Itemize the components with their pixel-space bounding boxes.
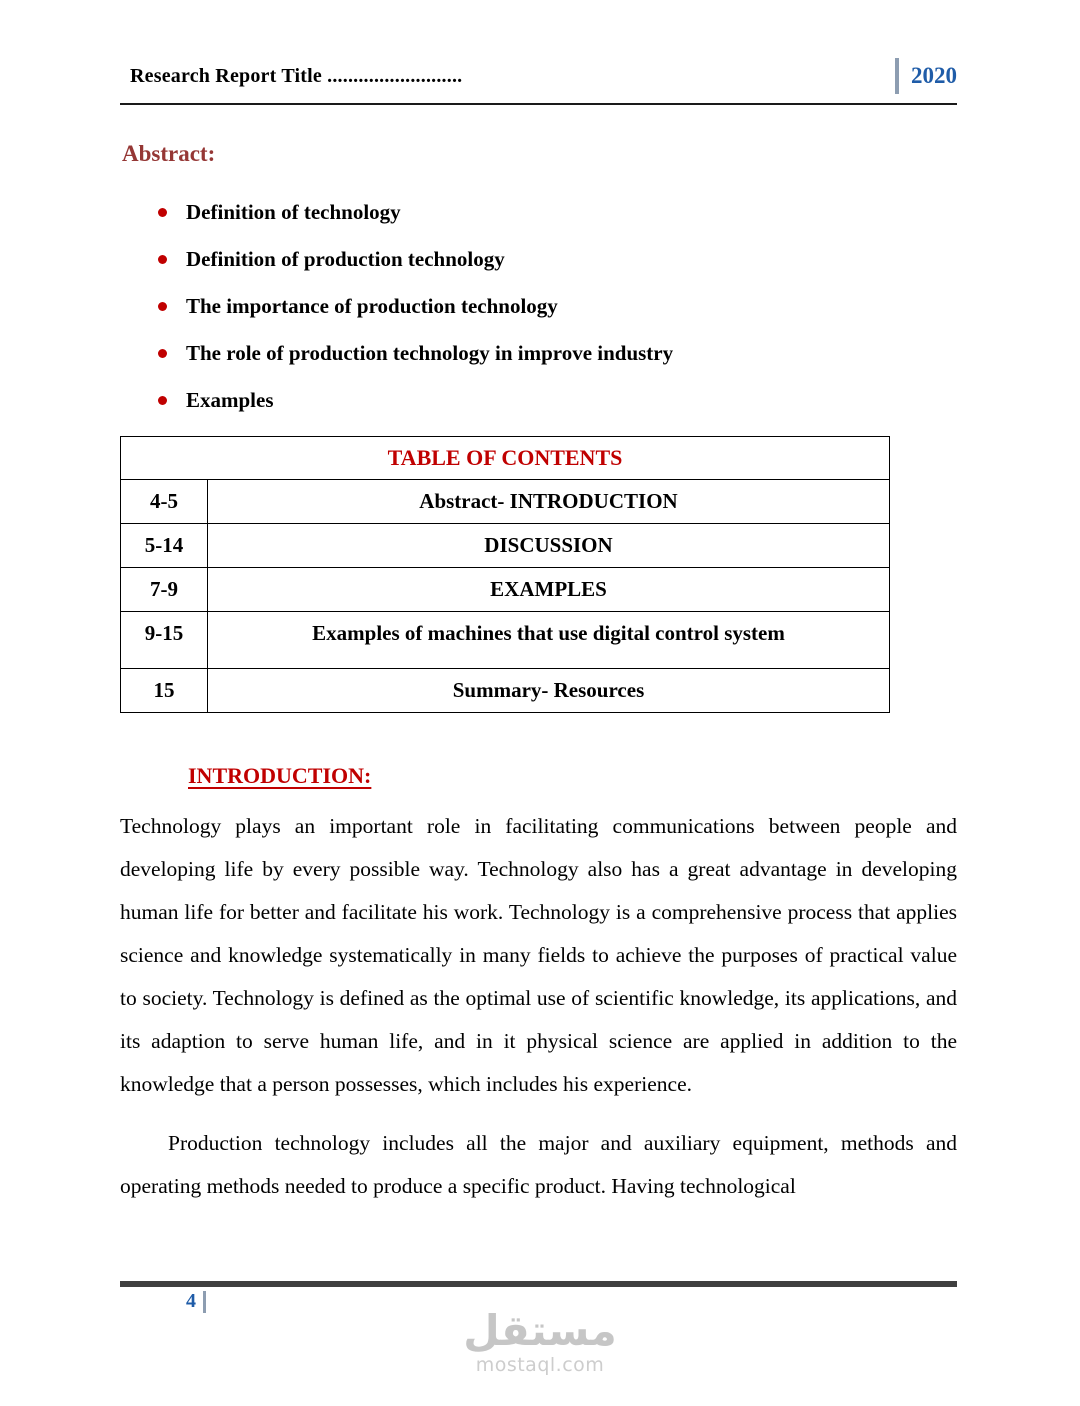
- page-number-bar: [203, 1291, 206, 1313]
- intro-paragraph-2: Production technology includes all the major and auxiliary equipment, methods and operating methods needed to produce a specific product. Having technological: [120, 1131, 957, 1199]
- page-number: 4: [186, 1290, 196, 1312]
- intro-paragraph-1: Technology plays an important role in facilitating communications between people and developing life by every possible way. Technology also has a great advantage in developing human life for better and facilitate his work. Technology is a comprehensive process that applies science and knowledge systematically in many fields to achieve the purposes of practical value to society. Technology is defined as the optimal use of scientific knowledge, its applications, and its adaption to serve human life, and in it physical science are applied in addition to the knowledge that a person possesses, which includes his experience.: [120, 814, 957, 1097]
- report-title: Research Report Title ..........................: [130, 64, 463, 87]
- watermark-arabic: مستقل: [463, 1306, 617, 1355]
- bullet-item-importance: The importance of production technology: [158, 295, 957, 317]
- toc-section-cell: EXAMPLES: [208, 568, 890, 612]
- toc-pages-cell: 5-14: [121, 524, 208, 568]
- toc-section-cell: DISCUSSION: [208, 524, 890, 568]
- bullet-item-definition-technology: Definition of technology: [158, 201, 957, 223]
- footer-rule: [120, 1281, 957, 1287]
- toc-section-cell: Abstract- INTRODUCTION: [208, 480, 890, 524]
- watermark-url: mostaql.com: [475, 1354, 605, 1377]
- header-rule: [120, 103, 957, 105]
- header-year: 2020: [911, 63, 957, 88]
- page-header: [120, 58, 957, 105]
- abstract-bullet-list: [120, 201, 957, 411]
- toc-table: [120, 436, 890, 713]
- toc-pages-cell: 7-9: [121, 568, 208, 612]
- abstract-heading: Abstract:: [122, 141, 216, 166]
- header-divider-bar: [895, 58, 899, 94]
- toc-row: [121, 669, 890, 713]
- bullet-item-role: The role of production technology in improve industry: [158, 342, 957, 364]
- toc-pages-cell: 9-15: [121, 612, 208, 669]
- toc-row: [121, 612, 890, 669]
- bullet-item-examples: Examples: [158, 389, 957, 411]
- header-row: [120, 58, 957, 94]
- toc-row: [121, 480, 890, 524]
- introduction-heading: INTRODUCTION:: [188, 763, 372, 789]
- toc-section-cell: Summary- Resources: [208, 669, 890, 713]
- watermark: [0, 1308, 1080, 1376]
- toc-pages-cell: 15: [121, 669, 208, 713]
- toc-pages-cell: 4-5: [121, 480, 208, 524]
- toc-row: [121, 524, 890, 568]
- bullet-item-definition-production-technology: Definition of production technology: [158, 248, 957, 270]
- toc-row: [121, 568, 890, 612]
- header-year-group: [895, 58, 957, 94]
- toc-title-row: [121, 437, 890, 480]
- introduction-section: [120, 713, 957, 1208]
- toc-title: TABLE OF CONTENTS: [121, 437, 890, 480]
- toc-section-cell: Examples of machines that use digital control system: [208, 612, 890, 669]
- page-number-group: [186, 1290, 206, 1313]
